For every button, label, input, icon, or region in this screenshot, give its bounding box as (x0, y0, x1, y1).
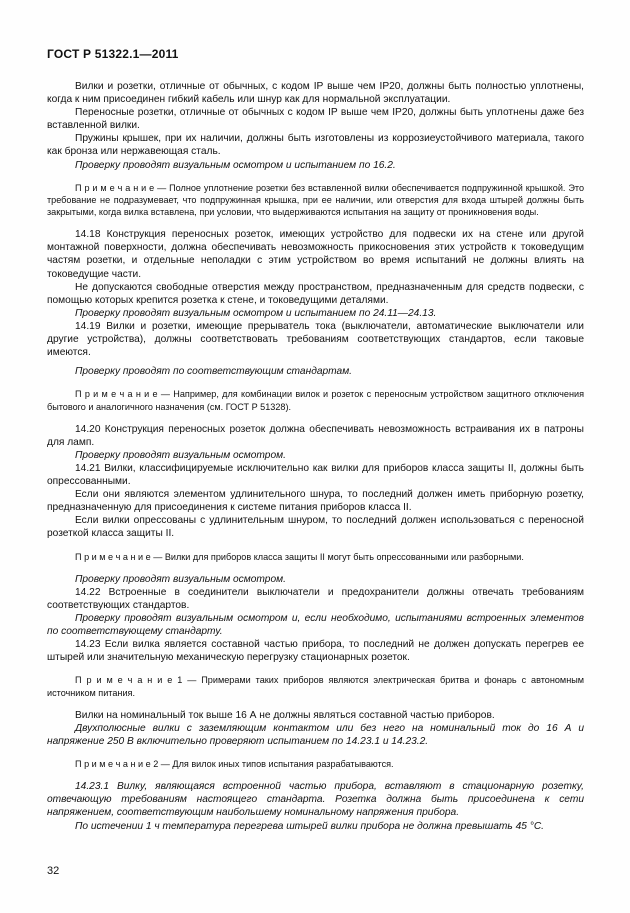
paragraph: Вилки на номинальный ток выше 16 А не должны являться составной частью приборов. (75, 709, 495, 721)
paragraph: Если они являются элементом удлинительного шнура, то последний должен иметь приборную розетку, предназначенную для присоединения к системе питания приборов класса II. (47, 489, 584, 514)
document-header: ГОСТ Р 51322.1—2011 (47, 47, 179, 61)
paragraph: 14.22 Встроенные в соединители выключатели и предохранители должны отвечать требованиям соответствующих стандартов. (47, 586, 584, 611)
paragraph-italic: Проверку проводят визуальным осмотром и, если необходимо, испытаниями встроенных элементов по соответствующему стандарту. (47, 613, 584, 638)
paragraph: Вилки и розетки, отличные от обычных, с кодом IP выше чем IP20, должны быть полностью уплотнены, когда к ним присоединен гибкий кабель или шнур как для нормальной эксплуатации. (47, 81, 584, 106)
note: П р и м е ч а н и е — Полное уплотнение розетки без вставленной вилки обеспечивается подпружинной крышкой. Это требование не подразумевает, что подпружинная крышка, при ее наличии, или отверстия для входа штырей должны быть закрытыми, когда вилка вставлена, при условии, что выдерживаются испытания на защиту от проникновения воды. (47, 182, 584, 218)
paragraph-italic: Проверку проводят визуальным осмотром. (75, 573, 286, 585)
paragraph-italic: Проверку проводят визуальным осмотром и испытанием по 24.11—24.13. (75, 307, 437, 319)
paragraph: Пружины крышек, при их наличии, должны быть изготовлены из коррозиеустойчивого материала, такого как бронза или нержавеющая сталь. (47, 133, 584, 158)
note: П р и м е ч а н и е — Например, для комбинации вилок и розеток с переносным устройством защитного отключения бытового и аналогичного назначения (см. ГОСТ Р 51328). (47, 389, 584, 412)
note: П р и м е ч а н и е 1 — Примерами таких приборов являются электрическая бритва и фонарь с автономным источником питания. (47, 675, 584, 698)
paragraph: Не допускаются свободные отверстия между пространством, предназначенным для средств подвески, с помощью которых крепится розетка к стене, и токоведущими деталями. (47, 281, 584, 306)
page-number: 32 (47, 865, 60, 877)
paragraph: 14.21 Вилки, классифицируемые исключительно как вилки для приборов класса защиты II, должны быть опрессованными. (47, 462, 584, 488)
paragraph: Если вилки опрессованы с удлинительным шнуром, то последний должен использоваться с переносной розеткой класса защиты II. (47, 515, 584, 540)
paragraph-italic: Двухполюсные вилки с заземляющим контактом или без него на номинальный ток до 16 А и напряжение 250 В включительно проверяют испытанием по 14.23.1 и 14.23.2. (47, 722, 584, 747)
paragraph-italic: Проверку проводят визуальным осмотром и испытанием по 16.2. (75, 159, 396, 171)
paragraph: 14.19 Вилки и розетки, имеющие прерыватель тока (выключатели, автоматические выключатели или другие устройства), должны соответствовать требованиям соответствующих стандартов, если таковые имеются. (47, 320, 584, 359)
paragraph: 14.18 Конструкция переносных розеток, имеющих устройство для подвески их на стене или другой монтажной поверхности, должна обеспечивать невозможность прикосновения этих устройств к токоведущим частям розетки, и отдельные неполадки с этим устройством во время испытаний не должны влиять на токоведущие части. (47, 229, 584, 280)
paragraph-italic: 14.23.1 Вилку, являющаяся встроенной частью прибора, вставляют в стационарную розетку, отвечающую требованиям настоящего стандарта. Розетка должна быть присоединена к сети напряжением, соответствующим наибольшему номинальному напряжения прибора. (47, 781, 584, 819)
note: П р и м е ч а н и е — Вилки для приборов класса защиты II могут быть опрессованными или разборными. (75, 551, 524, 562)
paragraph: 14.20 Конструкция переносных розеток должна обеспечивать невозможность встраивания их в патроны для ламп. (47, 423, 584, 448)
paragraph: 14.23 Если вилка является составной частью прибора, то последний не должен допускать перегрев ее штырей или значительную механическую перегрузку стационарных розеток. (47, 639, 584, 664)
note: П р и м е ч а н и е 2 — Для вилок иных типов испытания разрабатываются. (75, 759, 394, 770)
document-body (47, 80, 584, 833)
paragraph-italic: Проверку проводят по соответствующим стандартам. (75, 366, 353, 378)
paragraph-italic: По истечении 1 ч температура перегрева штырей вилки прибора не должна превышать 45 °С. (75, 820, 545, 832)
paragraph: Переносные розетки, отличные от обычных с кодом IP выше чем IP20, должны быть уплотнены даже без вставленной вилки. (47, 107, 584, 132)
paragraph-italic: Проверку проводят визуальным осмотром. (75, 449, 286, 461)
